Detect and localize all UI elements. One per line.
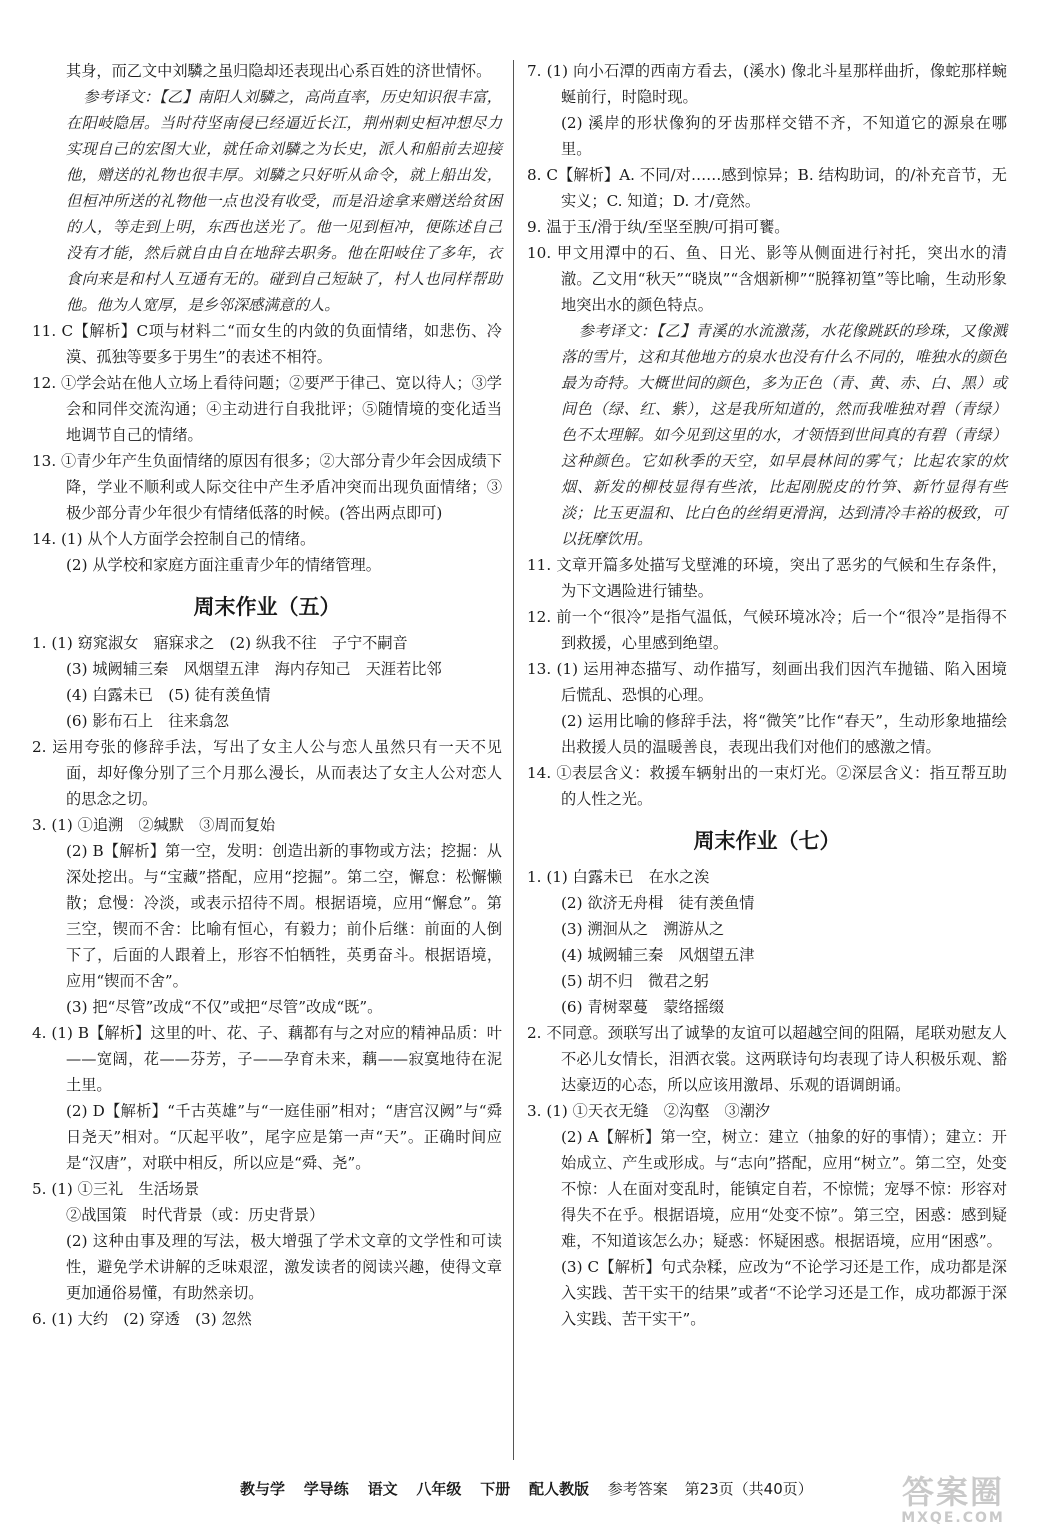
footer-subject: 语文 <box>367 1480 398 1498</box>
answer-paragraph: 12. ①学会站在他人立场上看待问题；②要严于律己、宽以待人；③学会和同伴交流沟通；④主动进行自我批评；⑤随情境的变化适当地调节自己的情绪。 <box>32 374 502 444</box>
answer-paragraph: 11. C【解析】C项与材料二“而女生的内敛的负面情绪，如悲伤、冷漠、孤独等要多于男生”的表述不相符。 <box>32 322 502 366</box>
answer-paragraph: (2) 从学校和家庭方面注重青少年的情绪管理。 <box>66 556 381 574</box>
answer-paragraph: (2) 这种由事及理的写法，极大增强了学术文章的文学性和可读性，避免学术讲解的乏味艰涩，激发读者的阅读兴趣，使得文章更加通俗易懂，有助然亲切。 <box>66 1232 502 1302</box>
answer-paragraph: (6) 青树翠蔓 蒙络摇缀 <box>561 998 725 1016</box>
footer-volume: 下册 <box>480 1480 511 1498</box>
answer-paragraph: (2) A【解析】第一空，树立：建立（抽象的好的事情）；建立：开始成立、产生或形成。与“志向”搭配，应用“树立”。第二空，处变不惊：人在面对变乱时，能镇定自若，不惊慌；宠辱不惊：形容对得失不在乎。根据语境，应用“处变不惊”。第三空，困惑：感到疑难，不知道该怎么办；疑惑：怀疑困惑。根据语境，应用“困惑”。 <box>561 1128 1007 1250</box>
page-footer <box>240 1478 825 1499</box>
right-column <box>527 58 1007 1332</box>
footer-series: 学导练 <box>303 1480 349 1498</box>
answer-paragraph: 参考译文：【乙】南阳人刘驎之，高尚直率，历史知识很丰富，在阳岐隐居。当时苻坚南侵已经逼近长江，荆州刺史桓冲想尽力实现自己的宏图大业，就任命刘驎之为长史，派人和船前去迎接他，赠送的礼物也很丰厚。刘驎之只好听从命令，就上船出发，但桓冲所送的礼物他一点也没有收受，而是沿途拿来赠送给贫困的人，等走到上明，东西也送光了。他一见到桓冲，便陈述自己没有才能，然后就自由自在地辞去职务。他在阳岐住了多年，衣食向来是和村人互通有无的。碰到自己短缺了，村人也同样帮助他。他为人宽厚，是乡邻深感满意的人。 <box>66 88 502 314</box>
left-column <box>32 58 502 1332</box>
answer-paragraph: 1. (1) 窈窕淑女 寤寐求之 (2) 纵我不往 子宁不嗣音 <box>32 634 408 652</box>
answer-paragraph: 2. 运用夸张的修辞手法，写出了女主人公与恋人虽然只有一天不见面，却好像分别了三个月那么漫长，从而表达了女主人公对恋人的思念之切。 <box>32 738 502 808</box>
answer-paragraph: (2) 欲济无舟楫 徒有羡鱼情 <box>561 894 755 912</box>
answer-paragraph: 1. (1) 白露未已 在水之涘 <box>527 868 710 886</box>
answer-paragraph: 14. (1) 从个人方面学会控制自己的情绪。 <box>32 530 316 548</box>
answer-paragraph: 8. C【解析】A. 不同/对……感到惊异；B. 结构助词，的/补充音节，无实义；C. 知道；D. 才/竟然。 <box>527 166 1007 210</box>
answer-paragraph: (2) 溪岸的形状像狗的牙齿那样交错不齐，不知道它的源泉在哪里。 <box>561 114 1007 158</box>
answer-paragraph: (3) 溯洄从之 溯游从之 <box>561 920 725 938</box>
section-title-week7: 周末作业（七） <box>693 829 841 853</box>
answer-paragraph: 13. (1) 运用神态描写、动作描写，刻画出我们因汽车抛锚、陷入困境后慌乱、恐惧的心理。 <box>527 660 1007 704</box>
answer-paragraph: 10. 甲文用潭中的石、鱼、日光、影等从侧面进行衬托，突出水的清澈。乙文用“秋天”“晓岚”“含烟新柳”“脱箨初篁”等比喻，生动形象地突出水的颜色特点。 <box>527 244 1007 314</box>
answer-paragraph: (6) 影布石上 往来翕忽 <box>66 712 230 730</box>
section-title-week5: 周末作业（五） <box>193 595 341 619</box>
answer-paragraph: (4) 白露未已 (5) 徒有羡鱼情 <box>66 686 271 704</box>
left-top-answers <box>32 58 502 578</box>
watermark-logo <box>883 1474 1023 1532</box>
answer-paragraph: 11. 文章开篇多处描写戈壁滩的环境，突出了恶劣的气候和生存条件，为下文遇险进行铺垫。 <box>527 556 1007 600</box>
footer-grade: 八年级 <box>416 1480 462 1498</box>
footer-label: 参考答案 <box>607 1480 668 1498</box>
answer-paragraph: (2) D【解析】“千古英雄”与“一庭佳丽”相对；“唐宫汉阙”与“舜日尧天”相对。“仄起平收”，尾字应是第一声“天”。正确时间应是“汉唐”，对联中相反，所以应是“舜、尧”。 <box>66 1102 502 1172</box>
answer-paragraph: (4) 城阙辅三秦 风烟望五津 <box>561 946 755 964</box>
left-bottom-answers <box>32 630 502 1332</box>
answer-paragraph: 参考译文：【乙】青溪的水流激荡，水花像跳跃的珍珠，又像溅落的雪片，这和其他地方的泉水也没有什么不同的，唯独水的颜色最为奇特。大概世间的颜色，多为正色（青、黄、赤、白、黑）或间色（绿、红、紫），这是我所知道的，然而我唯独对碧（青绿）色不太理解。如今见到这里的水，才领悟到世间真的有碧（青绿）这种颜色。它如秋季的天空，如早晨林间的雾气；比起农家的炊烟、新发的柳枝显得有些浓，比起刚脱皮的竹笋、新竹显得有些淡；比玉更温和、比白色的丝绢更滑润，达到清冷丰裕的极致，可以抚摩饮用。 <box>561 322 1007 548</box>
answer-paragraph: 2. 不同意。颈联写出了诚挚的友谊可以超越空间的阻隔，尾联劝慰友人不必儿女情长，泪洒衣裳。这两联诗句均表现了诗人积极乐观、豁达豪迈的心态，所以应该用激昂、乐观的语调朗诵。 <box>527 1024 1007 1094</box>
footer-edition: 配人教版 <box>528 1480 589 1498</box>
right-bottom-answers <box>527 864 1007 1332</box>
answer-paragraph: ②战国策 时代背景（或：历史背景） <box>66 1206 325 1224</box>
watermark-url: MXQE.COM <box>901 1510 1005 1526</box>
answer-paragraph: (2) 运用比喻的修辞手法，将“微笑”比作“春天”，生动形象地描绘出救援人员的温暖善良，表现出我们对他们的感激之情。 <box>561 712 1007 756</box>
answer-paragraph: (2) B【解析】第一空，发明：创造出新的事物或方法；挖掘：从深处挖出。与“宝藏”搭配，应用“挖掘”。第二空，懈怠：松懈懒散；怠慢：冷淡，或表示招待不周。根据语境，应用“懈怠”。第三空，锲而不舍：比喻有恒心，有毅力；前仆后继：前面的人倒下了，后面的人跟着上，形容不怕牺牲，英勇奋斗。根据语境，应用“锲而不舍”。 <box>66 842 502 990</box>
answer-paragraph: 5. (1) ①三礼 生活场景 <box>32 1180 200 1198</box>
answer-paragraph: 其身，而乙文中刘驎之虽归隐却还表现出心系百姓的济世情怀。 <box>66 62 492 80</box>
answer-paragraph: 6. (1) 大约 (2) 穿透 (3) 忽然 <box>32 1310 252 1328</box>
answer-paragraph: 13. ①青少年产生负面情绪的原因有很多；②大部分青少年会因成绩下降，学业不顺利或人际交往中产生矛盾冲突而出现负面情绪；③极少部分青少年很少有情绪低落的时候。(答出两点即可) <box>32 452 502 522</box>
answer-paragraph: 3. (1) ①追溯 ②缄默 ③周而复始 <box>32 816 276 834</box>
answer-paragraph: 14. ①表层含义：救援车辆射出的一束灯光。②深层含义：指互帮互助的人性之光。 <box>527 764 1007 808</box>
answer-paragraph: 7. (1) 向小石潭的西南方看去，(溪水) 像北斗星那样曲折，像蛇那样蜿蜒前行，时隐时现。 <box>527 62 1007 106</box>
right-top-answers <box>527 58 1007 812</box>
footer-page-number: 第23页（共40页） <box>684 1480 813 1498</box>
answer-paragraph: 9. 温于玉/滑于纨/至坚至腴/可捐可饔。 <box>527 218 790 236</box>
answer-paragraph: (3) 城阙辅三秦 风烟望五津 海内存知己 天涯若比邻 <box>66 660 442 678</box>
answer-paragraph: 12. 前一个“很冷”是指气温低，气候环境冰冷；后一个“很冷”是指得不到救援，心里感到绝望。 <box>527 608 1007 652</box>
answer-paragraph: (3) C【解析】句式杂糅，应改为“不论学习还是工作，成功都是深入实践、苦干实干的结果”或者“不论学习还是工作，成功都源于深入实践、苦干实干”。 <box>561 1258 1007 1328</box>
watermark-text: 答案圈 <box>901 1473 1004 1511</box>
footer-brand: 教与学 <box>240 1480 286 1498</box>
answer-paragraph: 4. (1) B【解析】这里的叶、花、子、藕都有与之对应的精神品质：叶——宽阔，花——芬芳，子——孕育未来，藕——寂寞地待在泥土里。 <box>32 1024 502 1094</box>
answer-paragraph: (5) 胡不归 微君之躬 <box>561 972 709 990</box>
answer-paragraph: 3. (1) ①天衣无缝 ②沟壑 ③潮汐 <box>527 1102 771 1120</box>
column-divider <box>513 60 514 1460</box>
answer-paragraph: (3) 把“尽管”改成“不仅”或把“尽管”改成“既”。 <box>66 998 383 1016</box>
